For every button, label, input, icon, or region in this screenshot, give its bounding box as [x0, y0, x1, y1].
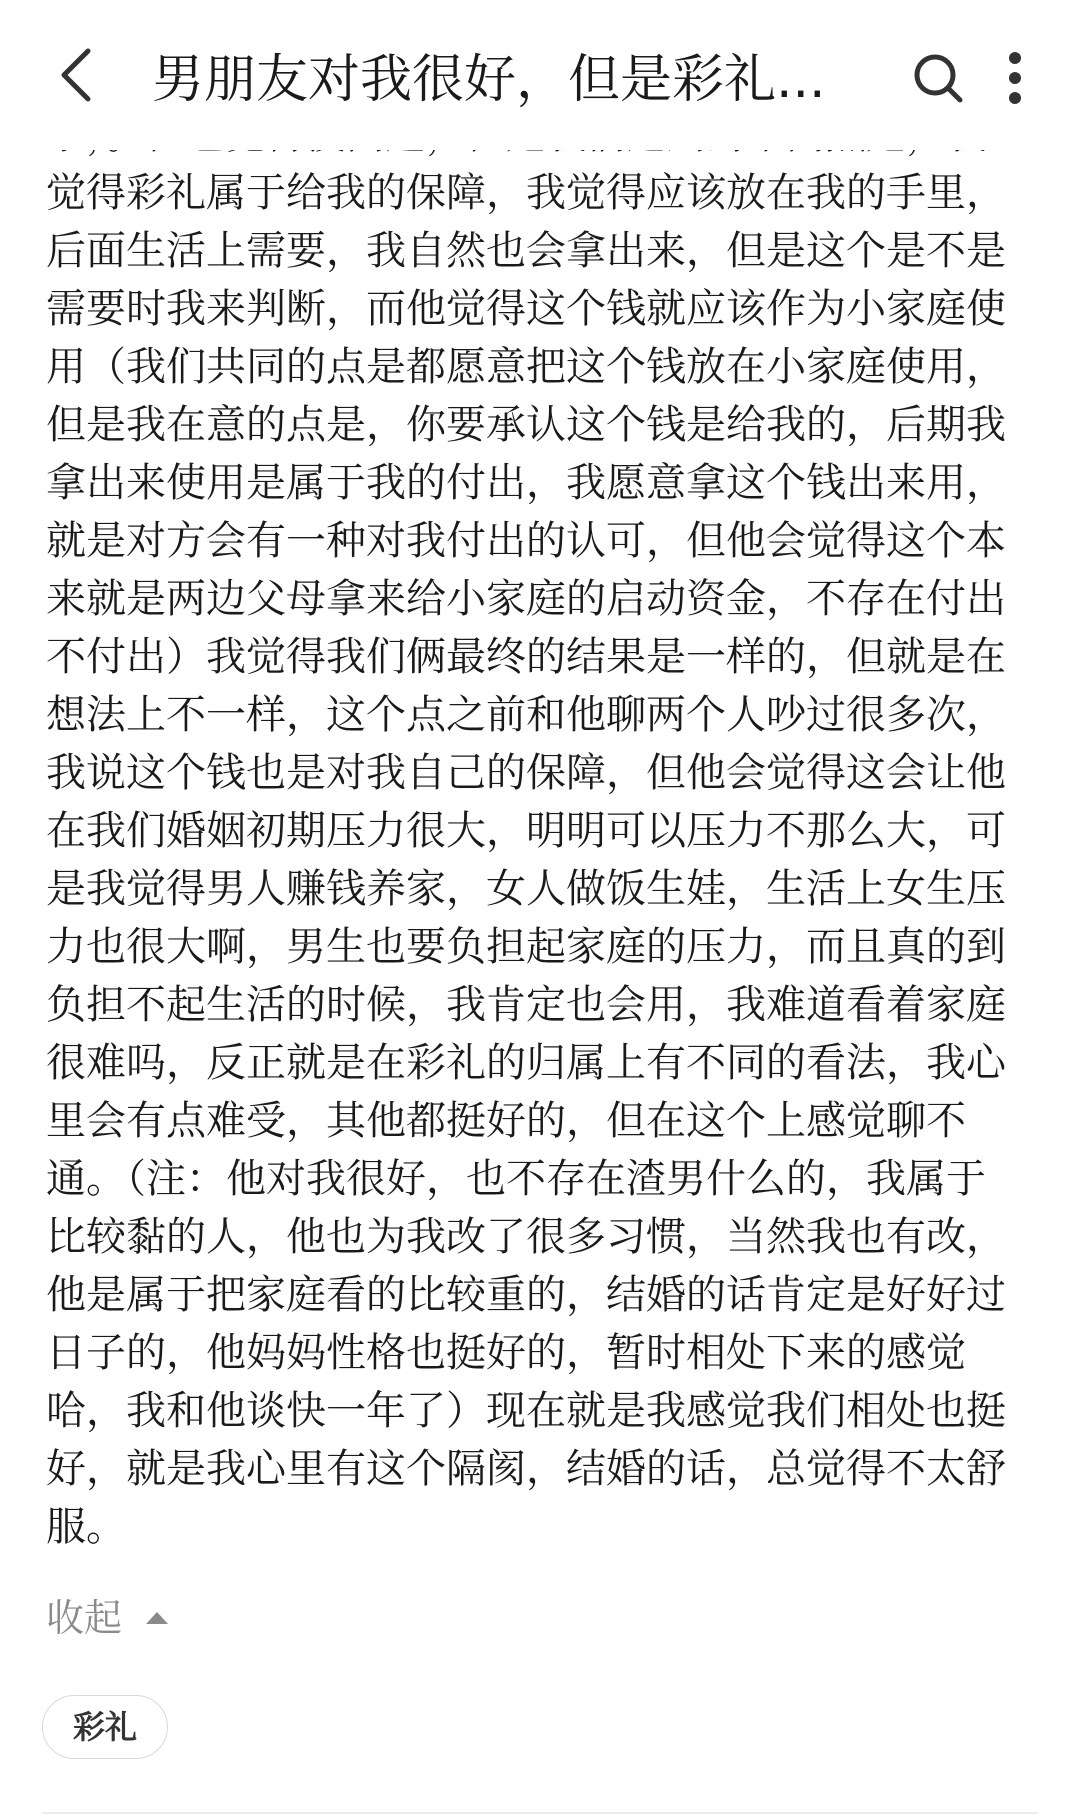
top-bar — [0, 0, 1080, 150]
body-line: 需要时我来判断，而他觉得这个钱就应该作为小家庭使 — [46, 286, 1006, 332]
page-title: 男朋友对我很好，但是彩礼... — [152, 50, 826, 110]
body-line: 后面生活上需要，我自然也会拿出来，但是这个是不是 — [46, 228, 1006, 274]
body-line: 就是对方会有一种对我付出的认可，但他会觉得这个本 — [46, 518, 1006, 564]
collapse-label: 收起 — [46, 1596, 123, 1640]
body-line: 比较黏的人，他也为我改了很多习惯，当然我也有改， — [46, 1214, 1006, 1260]
more-vertical-icon — [1005, 50, 1025, 110]
post-body — [46, 106, 1046, 1556]
chevron-left-icon — [56, 45, 96, 109]
body-line: 哈，我和他谈快一年了）现在就是我感觉我们相处也挺 — [46, 1388, 1006, 1434]
collapse-button[interactable] — [46, 1590, 168, 1646]
body-line: 力也很大啊，男生也要负担起家庭的压力，而且真的到 — [46, 924, 1006, 970]
back-button[interactable] — [36, 32, 116, 122]
body-line: 用（我们共同的点是都愿意把这个钱放在小家庭使用， — [46, 344, 1006, 390]
body-line: 服。 — [46, 1504, 126, 1550]
body-line: 我说这个钱也是对我自己的保障，但他会觉得这会让他 — [46, 750, 1006, 796]
search-button[interactable] — [902, 44, 974, 116]
body-line: 通。（注：他对我很好，也不存在渣男什么的，我属于 — [46, 1156, 986, 1202]
body-line: 在我们婚姻初期压力很大，明明可以压力不那么大，可 — [46, 808, 1006, 854]
search-icon — [910, 50, 966, 110]
topic-tag[interactable]: 彩礼 — [42, 1695, 168, 1759]
body-line: 来就是两边父母拿来给小家庭的启动资金，不存在付出 — [46, 576, 1006, 622]
body-line: 他是属于把家庭看的比较重的，结婚的话肯定是好好过 — [46, 1272, 1006, 1318]
body-line: 好，就是我心里有这个隔阂，结婚的话，总觉得不太舒 — [46, 1446, 1006, 1492]
body-line: 负担不起生活的时候，我肯定也会用，我难道看着家庭 — [46, 982, 1006, 1028]
divider — [42, 1812, 1038, 1814]
body-line: 很难吗，反正就是在彩礼的归属上有不同的看法，我心 — [46, 1040, 1006, 1086]
more-button[interactable] — [990, 44, 1040, 116]
caret-up-icon — [146, 1612, 168, 1624]
body-line: 拿出来使用是属于我的付出，我愿意拿这个钱出来用， — [46, 460, 1006, 506]
body-line: 里会有点难受，其他都挺好的，但在这个上感觉聊不 — [46, 1098, 966, 1144]
body-line: 不付出）我觉得我们俩最终的结果是一样的，但就是在 — [46, 634, 1006, 680]
body-line: 但是我在意的点是，你要承认这个钱是给我的，后期我 — [46, 402, 1006, 448]
body-line: 想法上不一样，这个点之前和他聊两个人吵过很多次， — [46, 692, 1006, 738]
body-line: 是我觉得男人赚钱养家，女人做饭生娃，生活上女生压 — [46, 866, 1006, 912]
body-line: 觉得彩礼属于给我的保障，我觉得应该放在我的手里， — [46, 170, 1006, 216]
body-line: 日子的，他妈妈性格也挺好的，暂时相处下来的感觉 — [46, 1330, 966, 1376]
